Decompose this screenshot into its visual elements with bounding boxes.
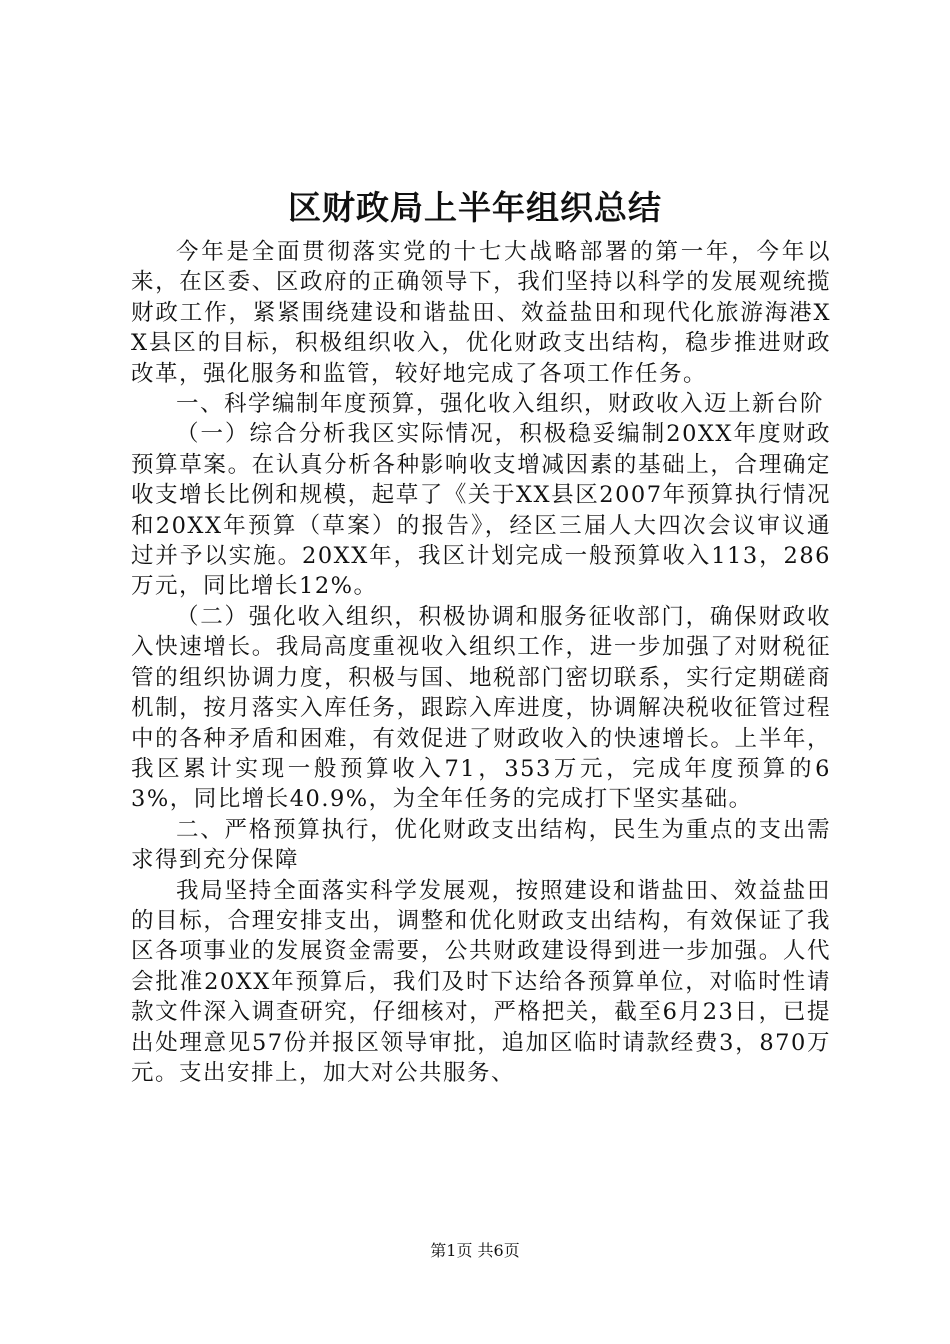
paragraph-2: 我局坚持全面落实科学发展观，按照建设和谐盐田、效益盐田的目标，合理安排支出，调整和优化财政支出结构，有效保证了我区各项事业的发展资金需要，公共财政建设得到进一步加强。人代会批准20XX年预算后，我们及时下达给各预算单位，对临时性请款文件深入调查研究，仔细核对，严格把关，截至6月23日，已提出处理意见57份并报区领导审批，追加区临时请款经费3，870万元。支出安排上，加大对公共服务、 (131, 877, 831, 1086)
paragraph-intro: 今年是全面贯彻落实党的十七大战略部署的第一年，今年以来，在区委、区政府的正确领导下，我们坚持以科学的发展观统揽财政工作，紧紧围绕建设和谐盐田、效益盐田和现代化旅游海港XX县区的目标，积极组织收入，优化财政支出结构，稳步推进财政改革，强化服务和监管，较好地完成了各项工作任务。 (131, 239, 831, 387)
paragraph-1-2: （二）强化收入组织，积极协调和服务征收部门，确保财政收入快速增长。我局高度重视收入组织工作，进一步加强了对财税征管的组织协调力度，积极与国、地税部门密切联系，实行定期磋商机制，按月落实入库任务，跟踪入库进度，协调解决税收征管过程中的各种矛盾和困难，有效促进了财政收入的快速增长。上半年，我区累计实现一般预算收入71，353万元，完成年度预算的63%，同比增长40.9%，为全年任务的完成打下坚实基础。 (131, 603, 831, 813)
document-body (131, 237, 831, 1088)
paragraph-1-1: （一）综合分析我区实际情况，积极稳妥编制20XX年度财政预算草案。在认真分析各种影响收支增减因素的基础上，合理确定收支增长比例和规模，起草了《关于XX县区2007年预算执行情况和20XX年预算（草案）的报告》，经区三届人大四次会议审议通过并予以实施。20XX年，我区计划完成一般预算收入113，286万元，同比增长12%。 (131, 421, 831, 600)
heading-section-2: 二、严格预算执行，优化财政支出结构，民生为重点的支出需求得到充分保障 (131, 816, 831, 874)
page-number-footer: 第1页 共6页 (430, 1241, 520, 1260)
heading-section-1: 一、科学编制年度预算，强化收入组织，财政收入迈上新台阶 (176, 391, 825, 418)
document-title: 区财政局上半年组织总结 (288, 188, 662, 227)
